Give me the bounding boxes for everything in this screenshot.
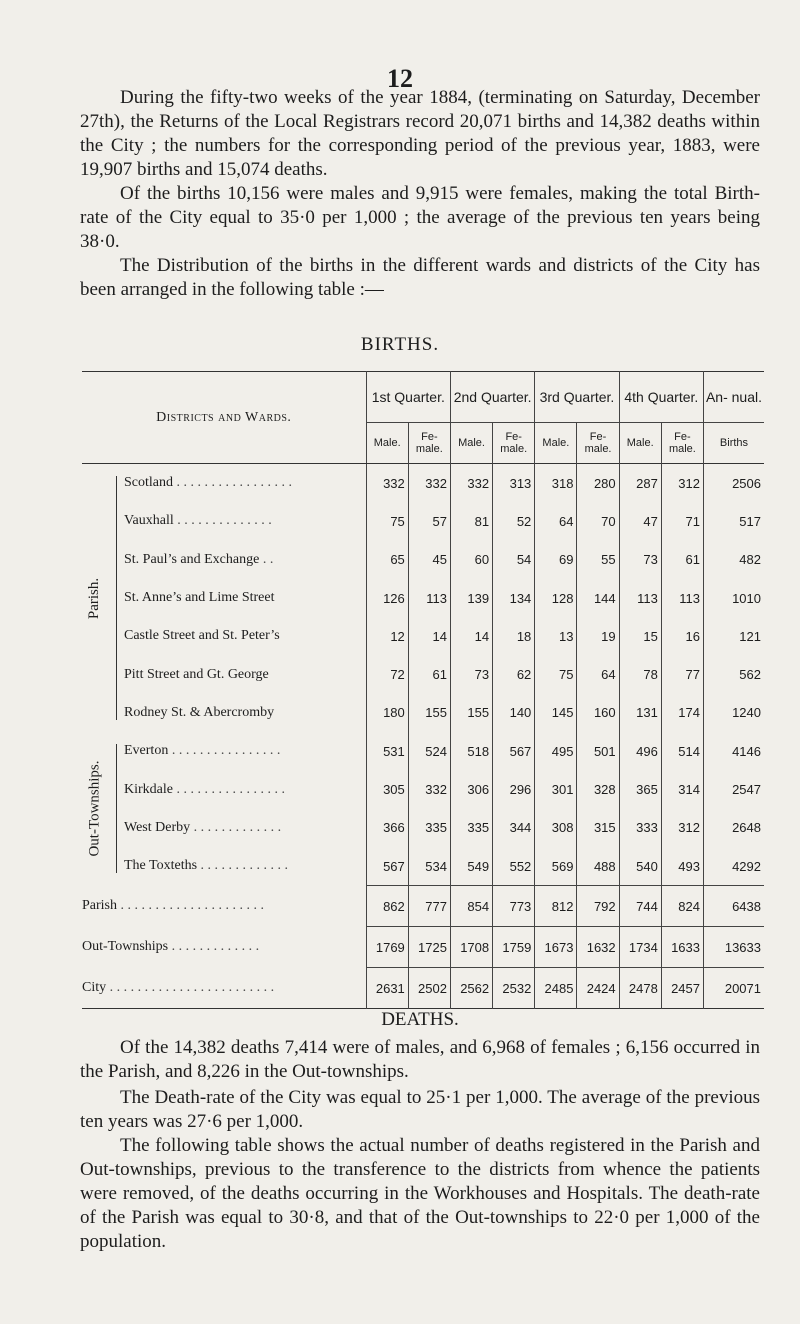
table-cell: 160 <box>577 694 619 732</box>
table-row <box>82 694 764 732</box>
table-cell: 140 <box>493 694 535 732</box>
table-cell: 6438 <box>703 886 764 927</box>
q4-female-header: Fe- male. <box>661 423 703 464</box>
table-cell: 72 <box>366 655 408 693</box>
table-cell: 20071 <box>703 968 764 1009</box>
page-number: 12 <box>387 64 413 93</box>
table-cell: 2506 <box>732 475 761 491</box>
table-cell: 495 <box>535 732 577 770</box>
table-cell: 296 <box>493 770 535 808</box>
quarter-4-header: 4th Quarter. <box>619 372 703 423</box>
table-cell: 552 <box>493 847 535 886</box>
district-label: St. Paul’s and Exchange . . <box>82 541 366 579</box>
table-cell: 131 <box>619 694 661 732</box>
table-cell: 78 <box>619 655 661 693</box>
table-row <box>82 655 764 693</box>
table-cell: 64 <box>577 655 619 693</box>
births-table <box>82 371 764 1009</box>
table-row <box>82 541 764 579</box>
table-cell: 14 <box>408 617 450 655</box>
table-cell: 144 <box>577 579 619 617</box>
deaths-paragraph-2: The Death-rate of the City was equal to 25·1 per 1,000. The average of the previous ten years was 27·6 per 1,000. <box>80 1087 760 1132</box>
table-cell: 2562 <box>450 968 492 1009</box>
table-cell: 126 <box>366 579 408 617</box>
table-cell: 1240 <box>732 705 761 721</box>
table-cell: 493 <box>661 847 703 886</box>
table-cell: 1708 <box>450 927 492 968</box>
table-cell: 496 <box>619 732 661 770</box>
table-cell: 155 <box>450 694 492 732</box>
table-cell: 301 <box>535 770 577 808</box>
table-cell: 13633 <box>703 927 764 968</box>
table-cell: 52 <box>493 502 535 540</box>
district-label: Rodney St. & Abercromby <box>82 694 366 732</box>
table-cell: 47 <box>619 502 661 540</box>
table-cell: 744 <box>619 886 661 927</box>
table-cell: 128 <box>535 579 577 617</box>
table-cell: 64 <box>535 502 577 540</box>
q1-female-header: Fe- male. <box>408 423 450 464</box>
table-cell: 1769 <box>366 927 408 968</box>
q2-female-header: Fe- male. <box>493 423 535 464</box>
table-cell: 312 <box>661 464 703 503</box>
table-cell: 81 <box>450 502 492 540</box>
table-cell: 1725 <box>408 927 450 968</box>
table-cell: 113 <box>661 579 703 617</box>
group-label: Out-Townships. <box>86 760 103 857</box>
table-cell: 305 <box>366 770 408 808</box>
table-cell: 2424 <box>577 968 619 1009</box>
table-cell: 180 <box>366 694 408 732</box>
table-cell: 113 <box>619 579 661 617</box>
table-cell: 73 <box>619 541 661 579</box>
births-table-body <box>82 464 764 1009</box>
table-cell: 328 <box>577 770 619 808</box>
table-cell: 549 <box>450 847 492 886</box>
table-cell: 315 <box>577 809 619 847</box>
table-cell: 777 <box>408 886 450 927</box>
table-cell: 514 <box>661 732 703 770</box>
table-cell: 531 <box>366 732 408 770</box>
births-heading: BIRTHS. <box>360 334 440 355</box>
table-cell: 773 <box>493 886 535 927</box>
table-cell: 501 <box>577 732 619 770</box>
district-label: Vauxhall . . . . . . . . . . . . . . <box>82 502 366 540</box>
district-label: St. Anne’s and Lime Street <box>82 579 366 617</box>
table-cell: 54 <box>493 541 535 579</box>
table-cell: 344 <box>493 809 535 847</box>
table-cell: 534 <box>408 847 450 886</box>
district-label: Parish. Scotland . . . . . . . . . . . . . . . . . <box>82 464 366 503</box>
annual-header: An- nual. <box>705 389 763 405</box>
table-row <box>82 770 764 808</box>
table-cell: 4146 <box>732 743 761 759</box>
table-cell: 2547 <box>732 782 761 798</box>
table-cell: 18 <box>493 617 535 655</box>
intro-paragraph-1: During the fifty-two weeks of the year 1884, (terminating on Saturday, December 27th), the Returns of the Local Registrars record 20,071 births and 14,382 deaths within the City ; the numbers for the corresponding period of the previous year, 1883, were 19,907 births and 15,074 deaths. <box>80 87 760 180</box>
table-cell: 792 <box>577 886 619 927</box>
table-cell: 13 <box>535 617 577 655</box>
table-cell: 332 <box>408 770 450 808</box>
district-label: Kirkdale . . . . . . . . . . . . . . . . <box>82 770 366 808</box>
table-cell: 862 <box>366 886 408 927</box>
table-row <box>82 464 764 503</box>
q4-male-header: Male. <box>619 423 661 464</box>
table-cell: 134 <box>493 579 535 617</box>
table-cell: 12 <box>366 617 408 655</box>
table-cell: 812 <box>535 886 577 927</box>
table-cell: 70 <box>577 502 619 540</box>
district-label: The Toxteths . . . . . . . . . . . . . <box>82 847 366 886</box>
quarter-2-header: 2nd Quarter. <box>450 372 534 423</box>
table-cell: 332 <box>450 464 492 503</box>
table-row <box>82 502 764 540</box>
summary-label: City . . . . . . . . . . . . . . . . . . . . . . . . <box>82 968 366 1009</box>
table-cell: 308 <box>535 809 577 847</box>
table-cell: 61 <box>661 541 703 579</box>
intro-paragraph-2: Of the births 10,156 were males and 9,915 were females, making the total Birth-rate of the City equal to 35·0 per 1,000 ; the average of the previous ten years being 38·0. <box>80 183 760 252</box>
table-cell: 19 <box>577 617 619 655</box>
table-cell: 4292 <box>732 858 761 874</box>
table-cell: 2478 <box>619 968 661 1009</box>
table-cell: 1759 <box>493 927 535 968</box>
table-cell: 55 <box>577 541 619 579</box>
table-cell: 366 <box>366 809 408 847</box>
district-label: Pitt Street and Gt. George <box>82 655 366 693</box>
q3-male-header: Male. <box>535 423 577 464</box>
table-cell: 540 <box>619 847 661 886</box>
table-cell: 365 <box>619 770 661 808</box>
districts-header: Districts and Wards. <box>82 372 366 464</box>
table-cell: 71 <box>661 502 703 540</box>
table-cell: 306 <box>450 770 492 808</box>
district-label: Castle Street and St. Peter’s <box>82 617 366 655</box>
table-cell: 332 <box>408 464 450 503</box>
table-cell: 139 <box>450 579 492 617</box>
table-cell: 280 <box>577 464 619 503</box>
table-cell: 518 <box>450 732 492 770</box>
group-label: Parish. <box>86 577 103 619</box>
summary-label: Parish . . . . . . . . . . . . . . . . . . . . . <box>82 886 366 927</box>
quarter-3-header: 3rd Quarter. <box>535 372 619 423</box>
table-cell: 332 <box>366 464 408 503</box>
table-cell: 15 <box>619 617 661 655</box>
table-cell: 45 <box>408 541 450 579</box>
table-cell: 2485 <box>535 968 577 1009</box>
district-label: Out-Townships. Everton . . . . . . . . . . . . . . . . <box>82 732 366 770</box>
district-label: West Derby . . . . . . . . . . . . . <box>82 809 366 847</box>
table-cell: 482 <box>739 552 761 568</box>
q2-male-header: Male. <box>450 423 492 464</box>
table-cell: 335 <box>408 809 450 847</box>
table-cell: 562 <box>739 667 761 683</box>
table-cell: 77 <box>661 655 703 693</box>
table-cell: 318 <box>535 464 577 503</box>
table-cell: 567 <box>493 732 535 770</box>
table-cell: 75 <box>366 502 408 540</box>
deaths-heading: DEATHS. <box>381 1009 459 1030</box>
table-cell: 69 <box>535 541 577 579</box>
table-cell: 854 <box>450 886 492 927</box>
table-cell: 333 <box>619 809 661 847</box>
table-row <box>82 579 764 617</box>
table-cell: 567 <box>366 847 408 886</box>
summary-row <box>82 886 764 927</box>
table-cell: 113 <box>408 579 450 617</box>
table-row <box>82 847 764 886</box>
table-cell: 62 <box>493 655 535 693</box>
table-cell: 517 <box>739 513 761 529</box>
q3-female-header: Fe- male. <box>577 423 619 464</box>
table-cell: 2457 <box>661 968 703 1009</box>
deaths-paragraph-1: Of the 14,382 deaths 7,414 were of males, and 6,968 of females ; 6,156 occurred in the Parish, and 8,226 in the Out-townships. <box>80 1037 760 1082</box>
table-cell: 2648 <box>732 820 761 836</box>
intro-paragraph-3: The Distribution of the births in the different wards and districts of the City has been arranged in the following table :— <box>80 255 760 300</box>
table-cell: 61 <box>408 655 450 693</box>
table-cell: 60 <box>450 541 492 579</box>
table-cell: 1633 <box>661 927 703 968</box>
table-cell: 569 <box>535 847 577 886</box>
annual-births-header: Births <box>703 423 764 464</box>
table-cell: 2532 <box>493 968 535 1009</box>
table-cell: 312 <box>661 809 703 847</box>
table-cell: 1010 <box>732 590 761 606</box>
table-cell: 335 <box>450 809 492 847</box>
table-cell: 155 <box>408 694 450 732</box>
table-cell: 824 <box>661 886 703 927</box>
table-cell: 313 <box>493 464 535 503</box>
table-cell: 145 <box>535 694 577 732</box>
table-cell: 65 <box>366 541 408 579</box>
table-cell: 2502 <box>408 968 450 1009</box>
table-cell: 174 <box>661 694 703 732</box>
table-cell: 57 <box>408 502 450 540</box>
table-cell: 121 <box>739 628 761 644</box>
table-cell: 1673 <box>535 927 577 968</box>
table-cell: 488 <box>577 847 619 886</box>
summary-row <box>82 968 764 1009</box>
table-row <box>82 732 764 770</box>
quarter-1-header: 1st Quarter. <box>366 372 450 423</box>
summary-row <box>82 927 764 968</box>
table-row <box>82 617 764 655</box>
table-row <box>82 809 764 847</box>
q1-male-header: Male. <box>366 423 408 464</box>
summary-label: Out-Townships . . . . . . . . . . . . . <box>82 927 366 968</box>
deaths-paragraph-3: The following table shows the actual number of deaths registered in the Parish and Out-townships, previous to the transference to the districts from whence the patients were removed, of the deaths occurring in the Workhouses and Hospitals. The death-rate of the Parish was equal to 30·8, and that of the Out-townships to 22·0 per 1,000 of the population. <box>80 1135 760 1252</box>
table-cell: 287 <box>619 464 661 503</box>
table-cell: 14 <box>450 617 492 655</box>
table-cell: 1632 <box>577 927 619 968</box>
table-cell: 16 <box>661 617 703 655</box>
table-cell: 314 <box>661 770 703 808</box>
table-cell: 524 <box>408 732 450 770</box>
table-cell: 75 <box>535 655 577 693</box>
table-cell: 1734 <box>619 927 661 968</box>
table-cell: 73 <box>450 655 492 693</box>
table-cell: 2631 <box>366 968 408 1009</box>
